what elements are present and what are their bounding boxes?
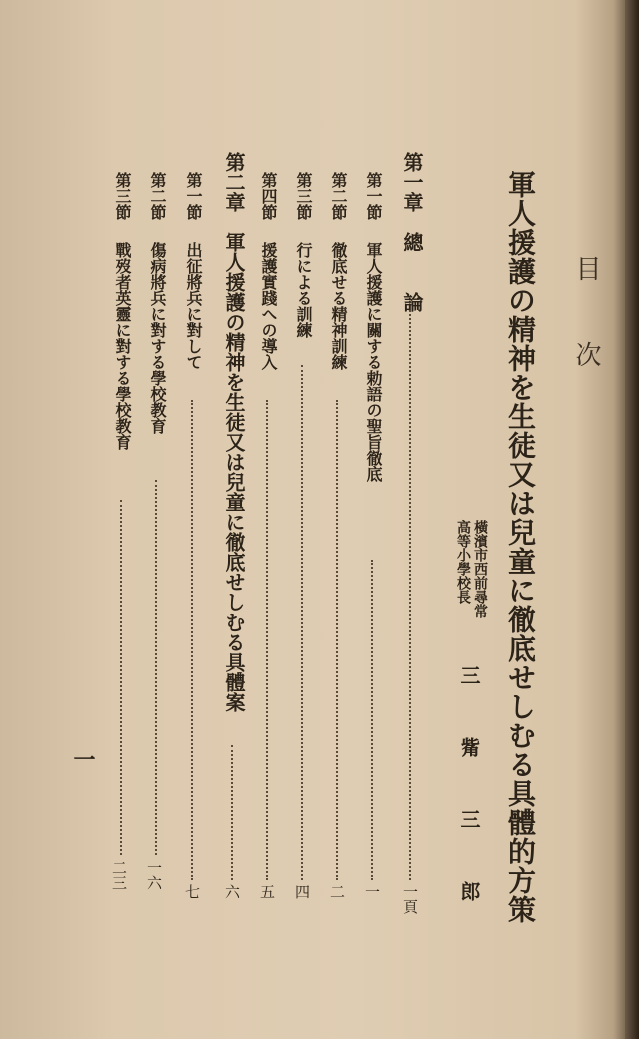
toc-leader [409,310,411,880]
document-title: 軍人援護の精神を生徒又は兒童に徹底せしむる具體的方策 [504,170,537,924]
toc-leader [266,400,268,880]
toc-page-number: 一 [363,884,381,899]
toc-page-number: 一六 [145,860,163,890]
toc-section-label: 第一節 [364,172,383,220]
toc-entry-title: 總 論 [400,232,424,320]
toc-leader [371,560,373,880]
toc-leader [301,365,303,880]
toc-page-number: 四 [293,884,311,899]
toc-section-label: 第二節 [148,172,167,220]
toc-entry-title: 出征將兵に對して [184,242,203,370]
page-heading: 目次 [571,255,601,427]
author-affiliation-1: 橫濱市西前尋常 [472,520,488,618]
toc-entry-title: 軍人援護の精神を生徒又は兒童に徹底せしむる具體案 [222,232,246,712]
toc-section-label: 第一章 [400,152,424,212]
toc-entry-title: 行による訓練 [294,242,313,338]
toc-section-label: 第三節 [294,172,313,220]
toc-page-number: 六 [223,884,241,899]
toc-section-label: 第四節 [259,172,278,220]
author-affiliation-2: 高等小學校長 [455,520,471,604]
toc-page-number: 二 [328,884,346,899]
toc-leader [191,400,193,880]
toc-leader [336,400,338,880]
toc-entry-title: 戰歿者英靈に對する學校教育 [113,242,132,450]
toc-entry-title: 傷病將兵に對する學校教育 [148,242,167,434]
footer-page-number: 一 [70,748,96,770]
toc-leader [120,500,122,855]
toc-section-label: 第二節 [329,172,348,220]
toc-page-number: 五 [258,884,276,899]
toc-entry-title: 軍人援護に關する勅語の聖旨徹底 [364,242,383,482]
toc-page-number: 七 [183,884,201,899]
toc-page-number: 一頁 [401,884,419,914]
author-name: 三 觜 三 郎 [457,665,481,915]
toc-section-label: 第三節 [113,172,132,220]
toc-leader [155,480,157,855]
toc-entry-title: 徹底せる精神訓練 [329,242,348,370]
toc-section-label: 第二章 [222,152,246,212]
toc-entry-title: 援護實踐への導入 [259,242,278,370]
toc-leader [231,745,233,880]
toc-section-label: 第一節 [184,172,203,220]
toc-page-number: 二三 [110,860,128,890]
